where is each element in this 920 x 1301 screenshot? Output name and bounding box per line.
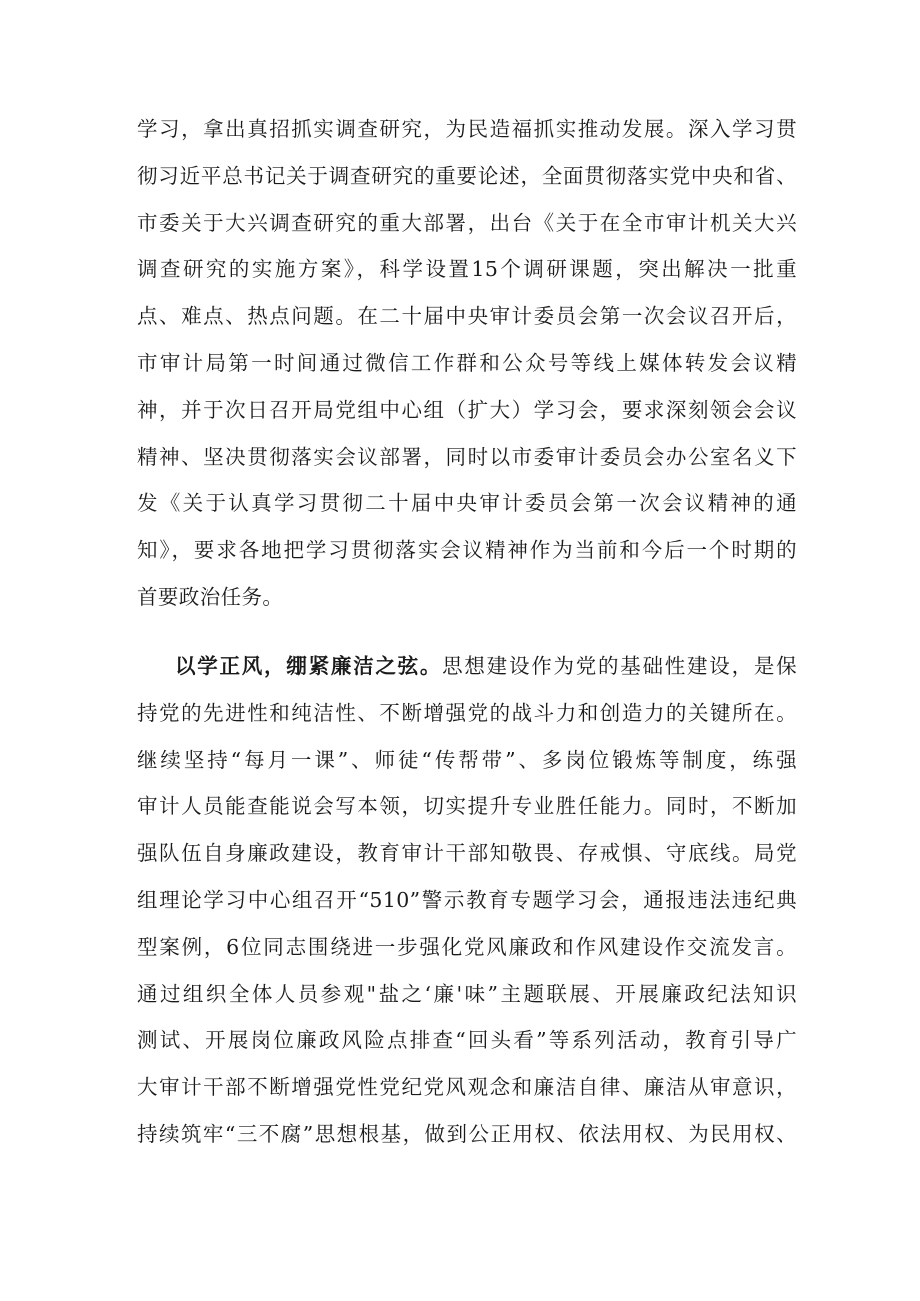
text-fragment: 思想建设作为党的基础性建设，是保 xyxy=(442,654,797,678)
text-line: 精神、坚决贯彻落实会议部署，同时以市委审计委员会办公室名义下 xyxy=(137,444,797,469)
text-line: 持续筑牢“三不腐”思想根基，做到公正用权、依法用权、为民用权、 xyxy=(137,1121,797,1146)
text-line: 首要政治任务。 xyxy=(137,584,284,609)
text-line: 继续坚持“每月一课”、师徒“传帮带”、多岗位锻炼等制度，练强 xyxy=(137,747,797,772)
text-line: 持党的先进性和纯洁性、不断增强党的战斗力和创造力的关键所在。 xyxy=(137,700,797,725)
text-line: 发《关于认真学习贯彻二十届中央审计委员会第一次会议精神的通 xyxy=(137,491,797,516)
text-line: 测试、开展岗位廉政风险点排查“回头看”等系列活动，教育引导广 xyxy=(137,1028,797,1053)
text-line: 知》，要求各地把学习贯彻落实会议精神作为当前和今后一个时期的 xyxy=(137,538,797,563)
text-line: 组理论学习中心组召开“510”警示教育专题学习会，通报违法违纪典 xyxy=(137,887,797,912)
paragraph-integrity xyxy=(137,643,797,1158)
text-line: 通过组织全体人员参观"盐之‘廉'味”主题联展、开展廉政纪法知识 xyxy=(137,981,797,1006)
text-line: 市委关于大兴调查研究的重大部署，出台《关于在全市审计机关大兴 xyxy=(137,210,797,235)
text-line: 大审计干部不断增强党性党纪党风观念和廉洁自律、廉洁从审意识， xyxy=(137,1075,797,1100)
text-line: 市审计局第一时间通过微信工作群和公众号等线上媒体转发会议精 xyxy=(137,350,797,375)
text-line: 调查研究的实施方案》，科学设置15个调研课题，突出解决一批重 xyxy=(137,257,797,282)
paragraph-heading: 以学正风，绷紧廉洁之弦。 xyxy=(175,654,443,678)
text-line: 审计人员能查能说会写本领，切实提升专业胜任能力。同时，不断加 xyxy=(137,794,797,819)
text-line: 型案例，6位同志围绕进一步强化党风廉政和作风建设作交流发言。 xyxy=(137,934,797,959)
text-line: 神，并于次日召开局党组中心组（扩大）学习会，要求深刻领会会议 xyxy=(137,397,797,422)
text-line: 学习，拿出真招抓实调查研究，为民造福抓实推动发展。深入学习贯 xyxy=(137,117,797,141)
text-line: 彻习近平总书记关于调查研究的重要论述，全面贯彻落实党中央和省、 xyxy=(137,163,797,188)
text-line xyxy=(137,643,797,690)
text-line: 强队伍自身廉政建设，教育审计干部知敬畏、存戒惧、守底线。局党 xyxy=(137,841,797,866)
text-line: 点、难点、热点问题。在二十届中央审计委员会第一次会议召开后， xyxy=(137,304,797,329)
paragraph-research xyxy=(137,106,797,621)
